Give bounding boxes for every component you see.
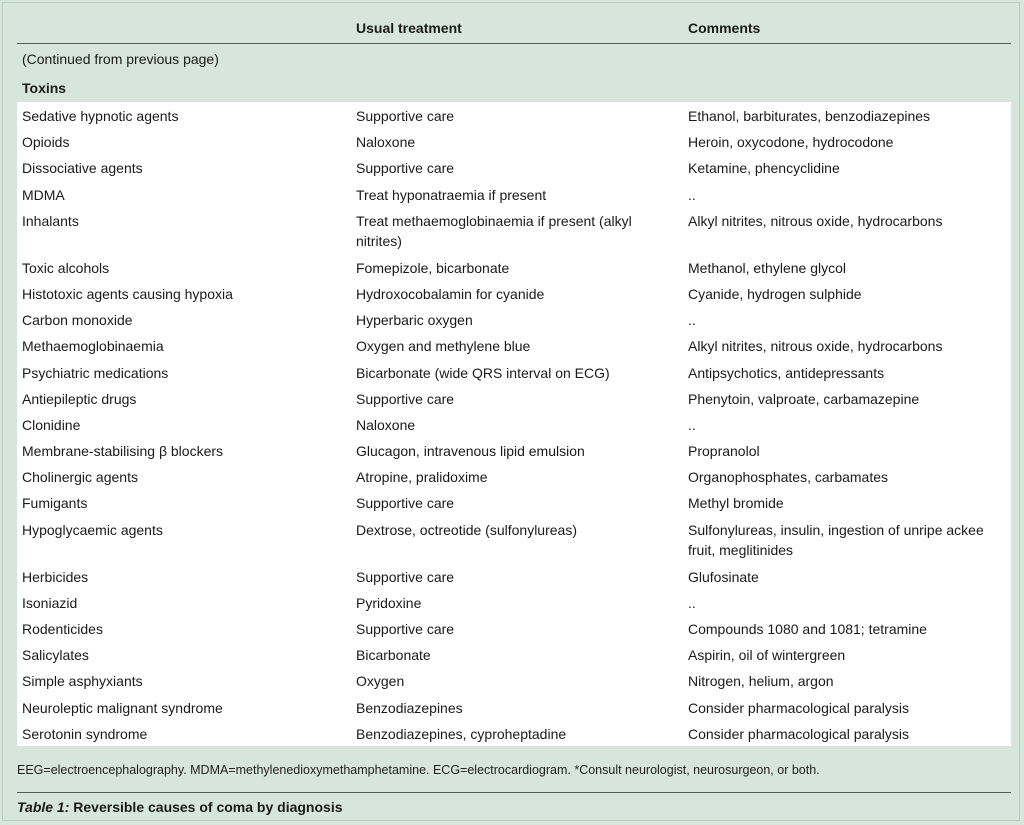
row-comments: .. — [688, 186, 696, 203]
row-treatment: Bicarbonate — [356, 647, 431, 664]
row-comments: Consider pharmacological paralysis — [688, 699, 909, 716]
table-row — [17, 181, 1011, 207]
row-treatment: Supportive care — [356, 621, 455, 637]
row-comments: Alkyl nitrites, nitrous oxide, hydrocarbons — [688, 212, 943, 229]
caption-label: Table 1: — [17, 799, 70, 815]
table-row — [17, 102, 1011, 128]
row-treatment: Supportive care — [356, 160, 455, 177]
table-header — [17, 3, 1011, 44]
row-comments: .. — [688, 312, 696, 329]
table-caption — [17, 799, 343, 815]
table-row — [17, 489, 1011, 515]
table-row — [17, 615, 1011, 641]
row-comments: .. — [688, 416, 696, 433]
row-comments: Cyanide, hydrogen sulphide — [688, 285, 862, 302]
row-agent: Inhalants — [22, 212, 79, 229]
row-comments: Nitrogen, helium, argon — [688, 673, 834, 690]
table-row — [17, 359, 1011, 385]
footnote: EEG=electroencephalography. MDMA=methylenedioxymethamphetamine. ECG=electrocardiogram. *Consult neurologist, neurosurgeon, or both. — [17, 763, 820, 777]
row-treatment: Bicarbonate (wide QRS interval on ECG) — [356, 364, 610, 381]
row-treatment: Hydroxocobalamin for cyanide — [356, 285, 545, 302]
table-row — [17, 563, 1011, 589]
row-agent: Rodenticides — [22, 621, 103, 637]
table-row — [17, 385, 1011, 411]
row-treatment: Fomepizole, bicarbonate — [356, 259, 510, 276]
row-treatment: Hyperbaric oxygen — [356, 312, 473, 329]
row-agent: Carbon monoxide — [22, 312, 133, 329]
row-agent: Membrane-stabilising β blockers — [22, 443, 224, 460]
row-comments: .. — [688, 594, 696, 611]
row-treatment: Treat methaemoglobinaemia if present (alkyl nitrites) — [356, 212, 632, 249]
table-row — [17, 667, 1011, 693]
row-treatment: Naloxone — [356, 416, 416, 433]
row-comments: Methanol, ethylene glycol — [688, 259, 846, 276]
table-row — [17, 463, 1011, 489]
row-agent: MDMA — [22, 186, 65, 203]
table-row — [17, 154, 1011, 180]
row-comments: Propranolol — [688, 443, 760, 460]
row-agent: Psychiatric medications — [22, 364, 169, 381]
row-agent: Serotonin syndrome — [22, 725, 148, 742]
row-comments: Consider pharmacological paralysis — [688, 725, 909, 742]
table-frame — [2, 2, 1020, 821]
row-treatment: Supportive care — [356, 108, 455, 124]
table-row — [17, 641, 1011, 667]
row-treatment: Atropine, pralidoxime — [356, 469, 488, 486]
table-row — [17, 720, 1011, 746]
row-comments: Ethanol, barbiturates, benzodiazepines — [688, 108, 931, 124]
row-agent: Neuroleptic malignant syndrome — [22, 699, 223, 716]
row-treatment: Benzodiazepines — [356, 699, 463, 716]
row-comments: Organophosphates, carbamates — [688, 469, 889, 486]
table-row — [17, 254, 1011, 280]
table-row — [17, 411, 1011, 437]
header-usual-treatment: Usual treatment — [356, 20, 462, 36]
row-comments: Heroin, oxycodone, hydrocodone — [688, 134, 894, 151]
section-title-toxins: Toxins — [22, 80, 67, 96]
row-comments: Sulfonylureas, insulin, ingestion of unripe ackee fruit, meglitinides — [688, 521, 984, 558]
table-row — [17, 306, 1011, 332]
row-agent: Methaemoglobinaemia — [22, 338, 164, 355]
table-body — [17, 102, 1011, 746]
row-comments: Compounds 1080 and 1081; tetramine — [688, 621, 927, 637]
row-agent: Toxic alcohols — [22, 259, 110, 276]
table-row — [17, 694, 1011, 720]
row-treatment: Supportive care — [356, 390, 455, 407]
table-row — [17, 437, 1011, 463]
row-treatment: Supportive care — [356, 495, 455, 512]
row-comments: Phenytoin, valproate, carbamazepine — [688, 390, 920, 407]
table-row — [17, 280, 1011, 306]
row-treatment: Glucagon, intravenous lipid emulsion — [356, 443, 585, 460]
row-comments: Antipsychotics, antidepressants — [688, 364, 885, 381]
row-agent: Fumigants — [22, 495, 88, 512]
row-treatment: Treat hyponatraemia if present — [356, 186, 547, 203]
row-agent: Salicylates — [22, 647, 89, 664]
row-agent: Histotoxic agents causing hypoxia — [22, 285, 233, 302]
table-row — [17, 589, 1011, 615]
row-agent: Sedative hypnotic agents — [22, 108, 179, 124]
row-agent: Simple asphyxiants — [22, 673, 143, 690]
row-comments: Ketamine, phencyclidine — [688, 160, 840, 177]
row-agent: Opioids — [22, 134, 70, 151]
row-agent: Isoniazid — [22, 594, 78, 611]
row-comments: Glufosinate — [688, 568, 759, 585]
row-treatment: Naloxone — [356, 134, 416, 151]
row-treatment: Pyridoxine — [356, 594, 422, 611]
table-row — [17, 207, 1011, 254]
row-agent: Cholinergic agents — [22, 469, 138, 486]
row-agent: Herbicides — [22, 568, 89, 585]
row-agent: Antiepileptic drugs — [22, 390, 137, 407]
header-comments: Comments — [688, 20, 761, 36]
row-treatment: Supportive care — [356, 568, 455, 585]
row-agent: Hypoglycaemic agents — [22, 521, 163, 538]
row-agent: Clonidine — [22, 416, 81, 433]
row-comments: Methyl bromide — [688, 495, 784, 512]
row-treatment: Benzodiazepines, cyproheptadine — [356, 725, 567, 742]
caption-text: Reversible causes of coma by diagnosis — [69, 799, 343, 815]
row-treatment: Oxygen — [356, 673, 405, 690]
caption-divider — [17, 792, 1011, 793]
row-agent: Dissociative agents — [22, 160, 143, 177]
row-treatment: Oxygen and methylene blue — [356, 338, 531, 355]
row-comments: Alkyl nitrites, nitrous oxide, hydrocarbons — [688, 338, 943, 355]
row-treatment: Dextrose, octreotide (sulfonylureas) — [356, 521, 577, 538]
continued-note: (Continued from previous page) — [22, 51, 219, 67]
table-row — [17, 332, 1011, 358]
row-comments: Aspirin, oil of wintergreen — [688, 647, 846, 664]
table-row — [17, 516, 1011, 563]
table-row — [17, 128, 1011, 154]
